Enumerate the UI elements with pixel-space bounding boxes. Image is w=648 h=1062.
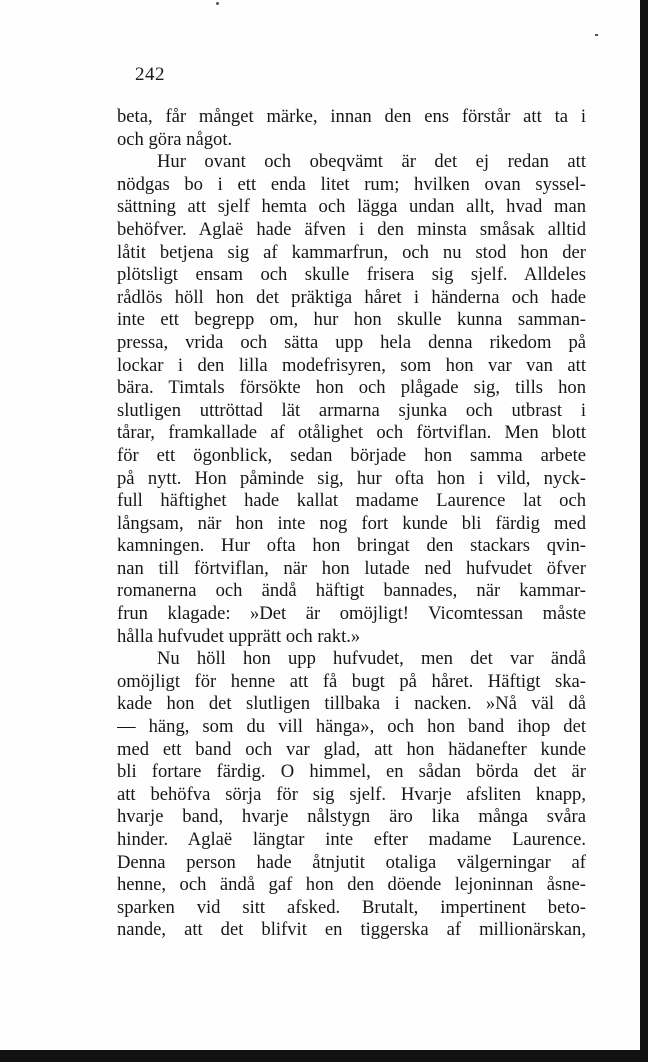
- text-line: bära. Timtals försökte hon och plågade sig, tills hon: [117, 377, 586, 399]
- text-line: kamningen. Hur ofta hon bringat den stackars qvin-: [117, 535, 586, 557]
- text-line: full häftighet hade kallat madame Laurence lat och: [117, 490, 586, 512]
- text-line: omöjligt för henne att få bugt på håret. Häftigt ska-: [117, 670, 586, 692]
- text-line: hålla hufvudet upprätt och rakt.»: [117, 625, 361, 647]
- text-line: henne, och ändå gaf hon den döende lejoninnan åsne-: [117, 874, 586, 896]
- text-line: att behöfva sörja för sig sjelf. Hvarje afsliten knapp,: [117, 783, 586, 805]
- body-text: [117, 106, 586, 942]
- text-line: tårar, framkallade af otålighet och förtviflan. Men blott: [117, 422, 586, 444]
- scan-edge-right: [640, 0, 648, 1062]
- speck-mark: [216, 2, 219, 5]
- text-line: — häng, som du vill hänga», och hon band ihop det: [117, 716, 586, 738]
- text-line: rådlös höll hon det präktiga håret i händerna och hade: [117, 286, 586, 308]
- text-line: med ett band och var glad, att hon hädanefter kunde: [117, 738, 586, 760]
- scan-edge-bottom: [0, 1050, 648, 1062]
- text-line: nan till förtviflan, när hon lutade ned hufvudet öfver: [117, 557, 586, 579]
- text-line: lockar i den lilla modefrisyren, som hon var van att: [117, 354, 586, 376]
- text-line: beta, får månget märke, innan den ens förstår att ta i: [117, 106, 586, 127]
- text-line: behöfver. Aglaë hade äfven i den minsta småsak alltid: [117, 218, 586, 240]
- text-line: på nytt. Hon påminde sig, hur ofta hon i vild, nyck-: [117, 467, 586, 489]
- text-line: hvarje band, hvarje nålstygn äro lika många svåra: [117, 806, 586, 828]
- text-line: inte ett begrepp om, hur hon skulle kunna samman-: [117, 309, 586, 331]
- text-line: Nu höll hon upp hufvudet, men det var ändå: [157, 648, 586, 670]
- text-line: sparken vid sitt afsked. Brutalt, impertinent beto-: [117, 896, 586, 918]
- text-line: kade hon det slutligen tillbaka i nacken. »Nå väl då: [117, 693, 586, 715]
- text-line: för ett ögonblick, sedan började hon samma arbete: [117, 444, 586, 466]
- text-line: plötsligt ensam och skulle frisera sig sjelf. Alldeles: [117, 264, 586, 286]
- text-line: nödgas bo i ett enda litet rum; hvilken ovan syssel-: [117, 173, 586, 195]
- text-line: hinder. Aglaë längtar inte efter madame Laurence.: [117, 829, 586, 850]
- text-line: nande, att det blifvit en tiggerska af millionärskan,: [117, 919, 586, 941]
- text-line: Hur ovant och obeqvämt är det ej redan att: [157, 151, 586, 173]
- text-line: sättning att sjelf hemta och lägga undan allt, hvad man: [117, 196, 586, 218]
- text-line: pressa, vrida och sätta upp hela denna rikedom på: [117, 331, 586, 353]
- text-line: frun klagade: »Det är omöjligt! Vicomtessan måste: [117, 603, 586, 625]
- text-line: Denna person hade åtnjutit otaliga välgerningar af: [117, 851, 586, 873]
- text-line: romanerna och ändå häftigt bannades, när kammar-: [117, 580, 586, 602]
- text-line: bli fortare färdig. O himmel, en sådan börda det är: [117, 761, 586, 783]
- page-number: 242: [135, 64, 165, 85]
- text-line: och göra något.: [117, 128, 233, 150]
- text-line: långsam, när hon inte nog fort kunde bli färdig med: [117, 512, 586, 534]
- speck-mark: [595, 34, 598, 36]
- text-line: låtit betjena sig af kammarfrun, och nu stod hon der: [117, 241, 586, 263]
- text-line: slutligen uttröttad lät armarna sjunka och utbrast i: [117, 399, 586, 421]
